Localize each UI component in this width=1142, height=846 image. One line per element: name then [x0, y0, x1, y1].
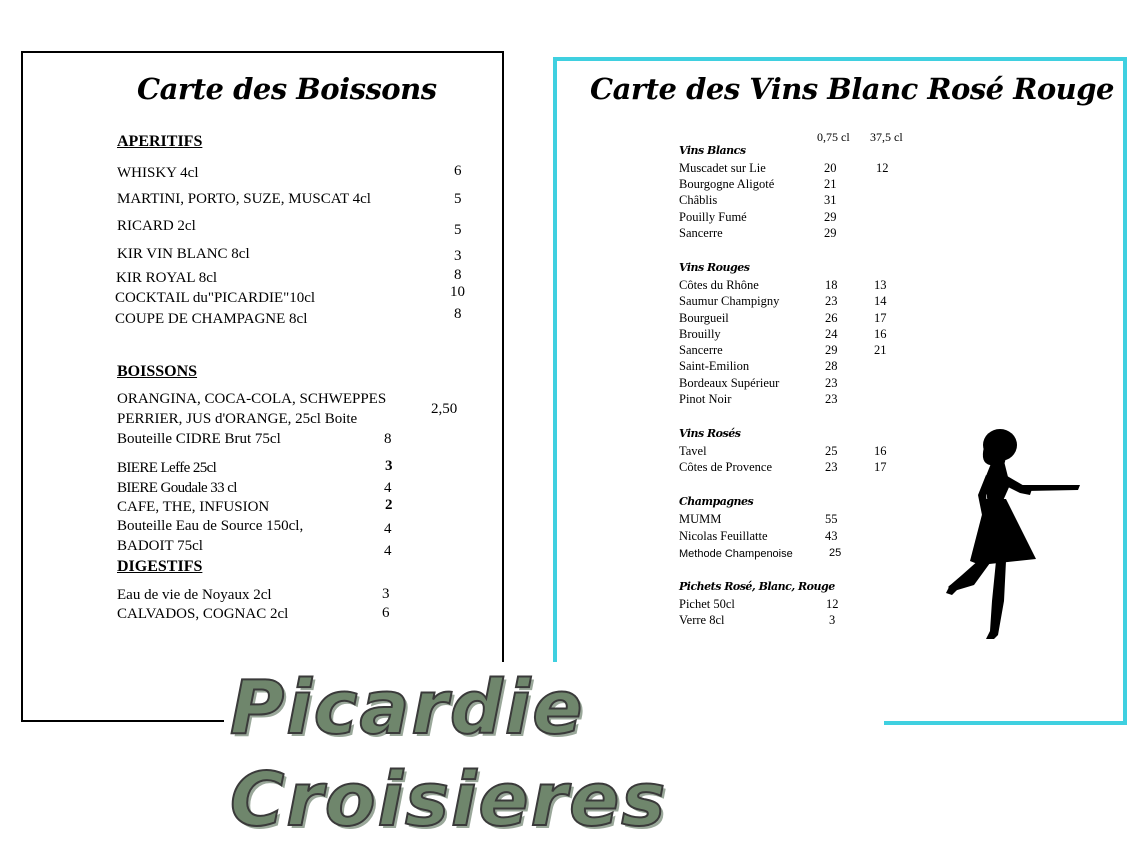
wine-price-bottle: 43 — [825, 529, 838, 543]
menu-item: BIERE Leffe 25cl — [117, 460, 217, 476]
wine-price-half: 17 — [874, 311, 887, 325]
wine-item: Pichet 50cl — [679, 597, 735, 611]
aperitifs-heading: APERITIFS — [117, 133, 203, 150]
menu-item: Eau de vie de Noyaux 2cl — [117, 587, 272, 603]
menu-item: ORANGINA, COCA-COLA, SCHWEPPES — [117, 391, 387, 407]
menu-item-price: 8 — [454, 306, 462, 322]
menu-item-price: 10 — [450, 284, 465, 300]
boissons-heading: BOISSONS — [117, 363, 198, 380]
wine-item: Châblis — [679, 193, 718, 207]
wine-item: Brouilly — [679, 327, 721, 341]
wine-price-bottle: 29 — [824, 210, 837, 224]
menu-item: BIERE Goudale 33 cl — [117, 480, 237, 496]
wine-item: Côtes du Rhône — [679, 278, 759, 292]
wine-item: Saint-Emilion — [679, 359, 750, 373]
wine-price-bottle: 24 — [825, 327, 838, 341]
wine-item: Nicolas Feuillatte — [679, 529, 768, 543]
wine-price-bottle: 55 — [825, 512, 838, 526]
wine-item: Bourgogne Aligoté — [679, 177, 775, 191]
wine-item: Tavel — [679, 444, 707, 458]
section-heading: Champagnes — [679, 495, 754, 508]
wine-price-bottle: 29 — [825, 343, 838, 357]
wine-price-bottle: 21 — [824, 177, 837, 191]
menu-item-price: 6 — [382, 605, 390, 621]
menu-item-price: 4 — [384, 543, 392, 559]
menu-item-price: 3 — [385, 458, 393, 474]
wine-price-half: 14 — [874, 294, 887, 308]
waitress-silhouette-icon — [940, 425, 1085, 650]
wine-price-bottle: 23 — [825, 294, 838, 308]
wine-price-bottle: 31 — [824, 193, 837, 207]
column-header-bottle: 0,75 cl — [817, 130, 850, 144]
menu-item-price: 4 — [384, 480, 392, 496]
wine-price-half: 16 — [874, 444, 887, 458]
wine-price-half: 21 — [874, 343, 887, 357]
wine-price-bottle: 25 — [829, 547, 842, 559]
menu-item-price: 8 — [454, 267, 462, 283]
section-heading: Vins Rouges — [679, 261, 750, 274]
menu-item-price: 3 — [382, 586, 390, 602]
wine-price-half: 12 — [876, 161, 889, 175]
wine-item: Methode Champenoise — [679, 548, 793, 560]
wine-price-bottle: 23 — [825, 460, 838, 474]
wine-item: Saumur Champigny — [679, 294, 780, 308]
menu-item: PERRIER, JUS d'ORANGE, 25cl Boite — [117, 411, 358, 427]
menu-item: CALVADOS, COGNAC 2cl — [117, 606, 289, 622]
wine-price-bottle: 23 — [825, 376, 838, 390]
menu-item-price: 5 — [454, 191, 462, 207]
wine-item: Pinot Noir — [679, 392, 732, 406]
menu-item: BADOIT 75cl — [117, 538, 203, 554]
column-header-half: 37,5 cl — [870, 130, 903, 144]
section-heading: Vins Rosés — [679, 427, 741, 440]
menu-item: KIR VIN BLANC 8cl — [117, 246, 250, 262]
wine-menu-title: Carte des Vins Blanc Rosé Rouge — [590, 72, 1114, 106]
wine-price-bottle: 25 — [825, 444, 838, 458]
wine-item: Bordeaux Supérieur — [679, 376, 780, 390]
digestifs-heading: DIGESTIFS — [117, 558, 203, 575]
wine-item: Muscadet sur Lie — [679, 161, 766, 175]
menu-item: KIR ROYAL 8cl — [116, 270, 218, 286]
wine-item: Bourgueil — [679, 311, 729, 325]
menu-item-price: 4 — [384, 521, 392, 537]
menu-item-price: 2 — [385, 497, 393, 513]
menu-item: MARTINI, PORTO, SUZE, MUSCAT 4cl — [117, 191, 371, 207]
wine-price-bottle: 23 — [825, 392, 838, 406]
menu-item: RICARD 2cl — [117, 218, 196, 234]
wine-item: Sancerre — [679, 226, 723, 240]
wine-price-half: 16 — [874, 327, 887, 341]
wine-price-bottle: 12 — [826, 597, 839, 611]
menu-item: Bouteille CIDRE Brut 75cl — [117, 431, 281, 447]
menu-item: COCKTAIL du"PICARDIE"10cl — [115, 290, 316, 306]
menu-item: Bouteille Eau de Source 150cl, — [117, 518, 304, 534]
menu-item-price: 8 — [384, 431, 392, 447]
wine-item: Sancerre — [679, 343, 723, 357]
wine-price-bottle: 18 — [825, 278, 838, 292]
wine-item: Verre 8cl — [679, 613, 725, 627]
wine-item: MUMM — [679, 512, 722, 526]
section-heading: Pichets Rosé, Blanc, Rouge — [679, 580, 835, 593]
wine-item: Côtes de Provence — [679, 460, 773, 474]
drinks-menu-title: Carte des Boissons — [137, 72, 437, 106]
wine-price-half: 13 — [874, 278, 887, 292]
menu-item-price: 3 — [454, 248, 462, 264]
menu-item-price: 2,50 — [431, 401, 458, 417]
wine-price-bottle: 26 — [825, 311, 838, 325]
menu-item: CAFE, THE, INFUSION — [117, 499, 270, 515]
menu-item-price: 6 — [454, 163, 462, 179]
menu-item: COUPE DE CHAMPAGNE 8cl — [115, 311, 308, 327]
logo-text: Picardie Croisieres — [230, 665, 668, 843]
wine-price-bottle: 20 — [824, 161, 837, 175]
wine-price-bottle: 28 — [825, 359, 838, 373]
wine-price-half: 17 — [874, 460, 887, 474]
menu-item-price: 5 — [454, 222, 462, 238]
picardie-croisieres-logo — [224, 662, 884, 843]
section-heading: Vins Blancs — [679, 144, 746, 157]
wine-item: Pouilly Fumé — [679, 210, 747, 224]
wine-price-bottle: 29 — [824, 226, 837, 240]
menu-item: WHISKY 4cl — [117, 165, 199, 181]
wine-price-bottle: 3 — [829, 613, 836, 627]
